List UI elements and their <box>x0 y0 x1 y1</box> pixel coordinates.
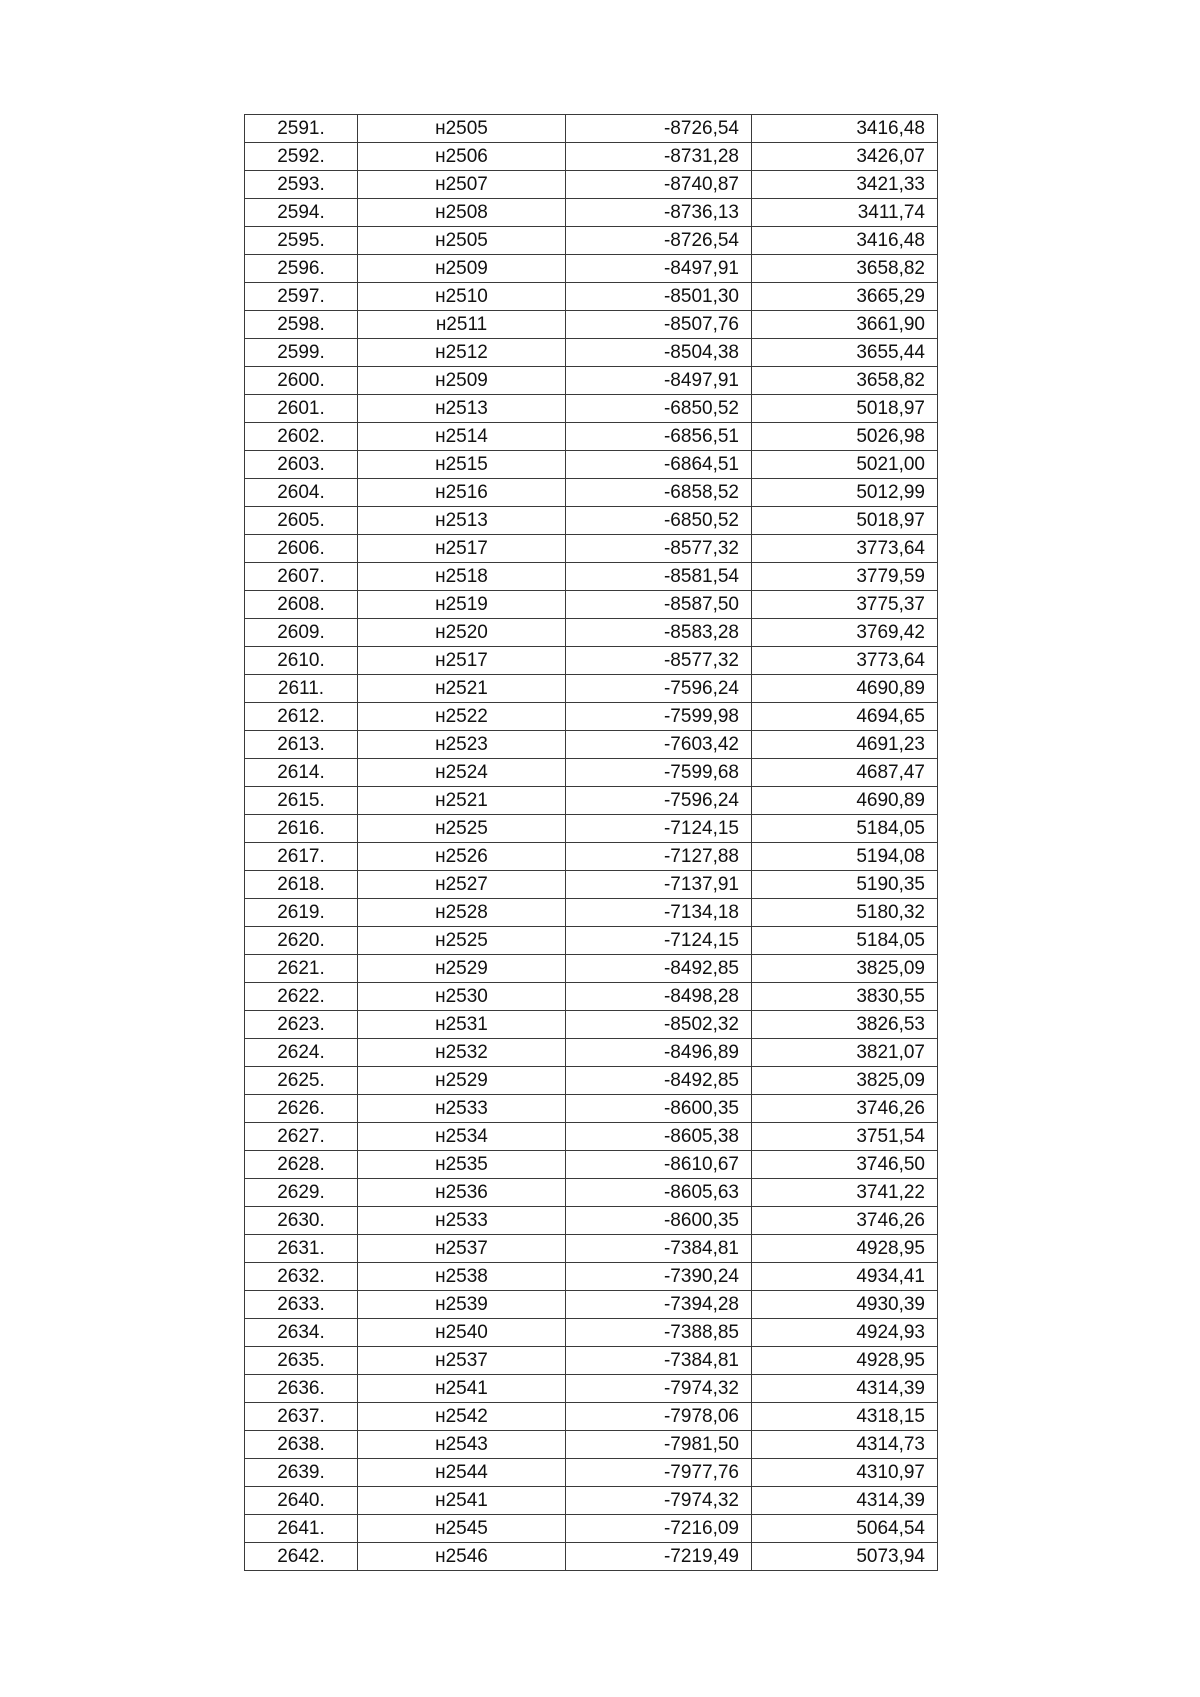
row-number-cell: 2629. <box>245 1179 358 1207</box>
row-number-cell: 2599. <box>245 339 358 367</box>
x-coordinate-cell: -8736,13 <box>566 199 752 227</box>
table-row <box>245 115 938 143</box>
point-id-cell: н2512 <box>358 339 566 367</box>
table-row <box>245 423 938 451</box>
point-id-cell: н2511 <box>358 311 566 339</box>
row-number-cell: 2610. <box>245 647 358 675</box>
table-row <box>245 199 938 227</box>
point-id-cell: н2536 <box>358 1179 566 1207</box>
x-coordinate-cell: -8726,54 <box>566 227 752 255</box>
row-number-cell: 2600. <box>245 367 358 395</box>
point-id-cell: н2506 <box>358 143 566 171</box>
y-coordinate-cell: 3825,09 <box>752 1067 938 1095</box>
table-row <box>245 675 938 703</box>
table-row <box>245 703 938 731</box>
x-coordinate-cell: -7137,91 <box>566 871 752 899</box>
table-row <box>245 283 938 311</box>
y-coordinate-cell: 4928,95 <box>752 1347 938 1375</box>
y-coordinate-cell: 5012,99 <box>752 479 938 507</box>
x-coordinate-cell: -7603,42 <box>566 731 752 759</box>
x-coordinate-cell: -7124,15 <box>566 815 752 843</box>
x-coordinate-cell: -7981,50 <box>566 1431 752 1459</box>
table-row <box>245 339 938 367</box>
row-number-cell: 2622. <box>245 983 358 1011</box>
row-number-cell: 2605. <box>245 507 358 535</box>
row-number-cell: 2642. <box>245 1543 358 1571</box>
y-coordinate-cell: 3773,64 <box>752 535 938 563</box>
point-id-cell: н2513 <box>358 395 566 423</box>
point-id-cell: н2541 <box>358 1375 566 1403</box>
table-row <box>245 171 938 199</box>
y-coordinate-cell: 3746,26 <box>752 1095 938 1123</box>
x-coordinate-cell: -8587,50 <box>566 591 752 619</box>
point-id-cell: н2533 <box>358 1207 566 1235</box>
x-coordinate-cell: -7394,28 <box>566 1291 752 1319</box>
table-row <box>245 1291 938 1319</box>
table-row <box>245 1179 938 1207</box>
table-row <box>245 731 938 759</box>
row-number-cell: 2603. <box>245 451 358 479</box>
point-id-cell: н2541 <box>358 1487 566 1515</box>
y-coordinate-cell: 4314,39 <box>752 1375 938 1403</box>
row-number-cell: 2637. <box>245 1403 358 1431</box>
row-number-cell: 2617. <box>245 843 358 871</box>
point-id-cell: н2510 <box>358 283 566 311</box>
row-number-cell: 2631. <box>245 1235 358 1263</box>
point-id-cell: н2505 <box>358 115 566 143</box>
table-row <box>245 759 938 787</box>
y-coordinate-cell: 4318,15 <box>752 1403 938 1431</box>
row-number-cell: 2628. <box>245 1151 358 1179</box>
table-row <box>245 311 938 339</box>
row-number-cell: 2623. <box>245 1011 358 1039</box>
y-coordinate-cell: 3826,53 <box>752 1011 938 1039</box>
point-id-cell: н2529 <box>358 1067 566 1095</box>
x-coordinate-cell: -7219,49 <box>566 1543 752 1571</box>
table-row <box>245 591 938 619</box>
table-row <box>245 787 938 815</box>
point-id-cell: н2518 <box>358 563 566 591</box>
row-number-cell: 2612. <box>245 703 358 731</box>
table-row <box>245 507 938 535</box>
x-coordinate-cell: -7216,09 <box>566 1515 752 1543</box>
point-id-cell: н2524 <box>358 759 566 787</box>
row-number-cell: 2624. <box>245 1039 358 1067</box>
y-coordinate-cell: 3421,33 <box>752 171 938 199</box>
row-number-cell: 2615. <box>245 787 358 815</box>
y-coordinate-cell: 3665,29 <box>752 283 938 311</box>
point-id-cell: н2522 <box>358 703 566 731</box>
y-coordinate-cell: 3751,54 <box>752 1123 938 1151</box>
row-number-cell: 2593. <box>245 171 358 199</box>
row-number-cell: 2591. <box>245 115 358 143</box>
row-number-cell: 2597. <box>245 283 358 311</box>
point-id-cell: н2542 <box>358 1403 566 1431</box>
y-coordinate-cell: 5184,05 <box>752 815 938 843</box>
point-id-cell: н2505 <box>358 227 566 255</box>
point-id-cell: н2509 <box>358 367 566 395</box>
y-coordinate-cell: 4924,93 <box>752 1319 938 1347</box>
table-row <box>245 227 938 255</box>
point-id-cell: н2521 <box>358 675 566 703</box>
row-number-cell: 2639. <box>245 1459 358 1487</box>
x-coordinate-cell: -8498,28 <box>566 983 752 1011</box>
row-number-cell: 2594. <box>245 199 358 227</box>
table-row <box>245 1487 938 1515</box>
coordinates-table <box>244 114 938 1571</box>
table-row <box>245 927 938 955</box>
table-row <box>245 815 938 843</box>
x-coordinate-cell: -7596,24 <box>566 675 752 703</box>
table-row <box>245 1403 938 1431</box>
y-coordinate-cell: 5018,97 <box>752 395 938 423</box>
row-number-cell: 2626. <box>245 1095 358 1123</box>
y-coordinate-cell: 5180,32 <box>752 899 938 927</box>
row-number-cell: 2616. <box>245 815 358 843</box>
point-id-cell: н2546 <box>358 1543 566 1571</box>
table-row <box>245 1459 938 1487</box>
row-number-cell: 2607. <box>245 563 358 591</box>
row-number-cell: 2627. <box>245 1123 358 1151</box>
y-coordinate-cell: 3741,22 <box>752 1179 938 1207</box>
x-coordinate-cell: -6856,51 <box>566 423 752 451</box>
x-coordinate-cell: -8507,76 <box>566 311 752 339</box>
y-coordinate-cell: 5026,98 <box>752 423 938 451</box>
point-id-cell: н2531 <box>358 1011 566 1039</box>
row-number-cell: 2635. <box>245 1347 358 1375</box>
x-coordinate-cell: -8605,38 <box>566 1123 752 1151</box>
y-coordinate-cell: 4934,41 <box>752 1263 938 1291</box>
y-coordinate-cell: 4687,47 <box>752 759 938 787</box>
row-number-cell: 2640. <box>245 1487 358 1515</box>
y-coordinate-cell: 5064,54 <box>752 1515 938 1543</box>
row-number-cell: 2636. <box>245 1375 358 1403</box>
point-id-cell: н2527 <box>358 871 566 899</box>
table-row <box>245 143 938 171</box>
x-coordinate-cell: -7124,15 <box>566 927 752 955</box>
point-id-cell: н2516 <box>358 479 566 507</box>
x-coordinate-cell: -7974,32 <box>566 1487 752 1515</box>
x-coordinate-cell: -7384,81 <box>566 1347 752 1375</box>
y-coordinate-cell: 4314,39 <box>752 1487 938 1515</box>
row-number-cell: 2608. <box>245 591 358 619</box>
row-number-cell: 2634. <box>245 1319 358 1347</box>
x-coordinate-cell: -6850,52 <box>566 395 752 423</box>
y-coordinate-cell: 3426,07 <box>752 143 938 171</box>
row-number-cell: 2641. <box>245 1515 358 1543</box>
x-coordinate-cell: -8610,67 <box>566 1151 752 1179</box>
point-id-cell: н2526 <box>358 843 566 871</box>
row-number-cell: 2604. <box>245 479 358 507</box>
point-id-cell: н2525 <box>358 815 566 843</box>
y-coordinate-cell: 4690,89 <box>752 787 938 815</box>
table-row <box>245 1207 938 1235</box>
table-row <box>245 1375 938 1403</box>
table-row <box>245 1067 938 1095</box>
x-coordinate-cell: -8740,87 <box>566 171 752 199</box>
x-coordinate-cell: -8492,85 <box>566 1067 752 1095</box>
y-coordinate-cell: 3416,48 <box>752 227 938 255</box>
point-id-cell: н2544 <box>358 1459 566 1487</box>
table-row <box>245 1123 938 1151</box>
table-row <box>245 619 938 647</box>
y-coordinate-cell: 4691,23 <box>752 731 938 759</box>
coordinates-table-body <box>245 115 938 1571</box>
point-id-cell: н2530 <box>358 983 566 1011</box>
x-coordinate-cell: -8497,91 <box>566 367 752 395</box>
table-row <box>245 1235 938 1263</box>
y-coordinate-cell: 5194,08 <box>752 843 938 871</box>
row-number-cell: 2618. <box>245 871 358 899</box>
row-number-cell: 2632. <box>245 1263 358 1291</box>
y-coordinate-cell: 5073,94 <box>752 1543 938 1571</box>
row-number-cell: 2638. <box>245 1431 358 1459</box>
y-coordinate-cell: 4930,39 <box>752 1291 938 1319</box>
point-id-cell: н2543 <box>358 1431 566 1459</box>
table-row <box>245 451 938 479</box>
point-id-cell: н2523 <box>358 731 566 759</box>
x-coordinate-cell: -8577,32 <box>566 535 752 563</box>
x-coordinate-cell: -8577,32 <box>566 647 752 675</box>
point-id-cell: н2517 <box>358 647 566 675</box>
x-coordinate-cell: -7390,24 <box>566 1263 752 1291</box>
row-number-cell: 2602. <box>245 423 358 451</box>
table-row <box>245 647 938 675</box>
row-number-cell: 2611. <box>245 675 358 703</box>
point-id-cell: н2509 <box>358 255 566 283</box>
point-id-cell: н2540 <box>358 1319 566 1347</box>
y-coordinate-cell: 3775,37 <box>752 591 938 619</box>
x-coordinate-cell: -6864,51 <box>566 451 752 479</box>
x-coordinate-cell: -8497,91 <box>566 255 752 283</box>
point-id-cell: н2520 <box>358 619 566 647</box>
x-coordinate-cell: -8492,85 <box>566 955 752 983</box>
row-number-cell: 2592. <box>245 143 358 171</box>
table-row <box>245 479 938 507</box>
table-row <box>245 1039 938 1067</box>
y-coordinate-cell: 3830,55 <box>752 983 938 1011</box>
row-number-cell: 2596. <box>245 255 358 283</box>
x-coordinate-cell: -7599,98 <box>566 703 752 731</box>
y-coordinate-cell: 4314,73 <box>752 1431 938 1459</box>
table-row <box>245 563 938 591</box>
point-id-cell: н2538 <box>358 1263 566 1291</box>
point-id-cell: н2535 <box>358 1151 566 1179</box>
x-coordinate-cell: -8504,38 <box>566 339 752 367</box>
y-coordinate-cell: 3773,64 <box>752 647 938 675</box>
point-id-cell: н2537 <box>358 1235 566 1263</box>
point-id-cell: н2513 <box>358 507 566 535</box>
y-coordinate-cell: 3746,50 <box>752 1151 938 1179</box>
row-number-cell: 2613. <box>245 731 358 759</box>
point-id-cell: н2529 <box>358 955 566 983</box>
row-number-cell: 2609. <box>245 619 358 647</box>
y-coordinate-cell: 5018,97 <box>752 507 938 535</box>
table-row <box>245 1095 938 1123</box>
table-row <box>245 843 938 871</box>
table-row <box>245 1011 938 1039</box>
point-id-cell: н2533 <box>358 1095 566 1123</box>
point-id-cell: н2519 <box>358 591 566 619</box>
y-coordinate-cell: 5190,35 <box>752 871 938 899</box>
x-coordinate-cell: -6858,52 <box>566 479 752 507</box>
y-coordinate-cell: 4310,97 <box>752 1459 938 1487</box>
row-number-cell: 2625. <box>245 1067 358 1095</box>
row-number-cell: 2595. <box>245 227 358 255</box>
x-coordinate-cell: -8583,28 <box>566 619 752 647</box>
y-coordinate-cell: 3661,90 <box>752 311 938 339</box>
x-coordinate-cell: -8600,35 <box>566 1095 752 1123</box>
table-row <box>245 255 938 283</box>
x-coordinate-cell: -8731,28 <box>566 143 752 171</box>
table-row <box>245 1263 938 1291</box>
y-coordinate-cell: 3416,48 <box>752 115 938 143</box>
x-coordinate-cell: -7384,81 <box>566 1235 752 1263</box>
point-id-cell: н2525 <box>358 927 566 955</box>
y-coordinate-cell: 3769,42 <box>752 619 938 647</box>
point-id-cell: н2528 <box>358 899 566 927</box>
row-number-cell: 2601. <box>245 395 358 423</box>
y-coordinate-cell: 3779,59 <box>752 563 938 591</box>
row-number-cell: 2598. <box>245 311 358 339</box>
point-id-cell: н2521 <box>358 787 566 815</box>
table-row <box>245 955 938 983</box>
point-id-cell: н2539 <box>358 1291 566 1319</box>
table-row <box>245 983 938 1011</box>
x-coordinate-cell: -6850,52 <box>566 507 752 535</box>
point-id-cell: н2537 <box>358 1347 566 1375</box>
y-coordinate-cell: 4928,95 <box>752 1235 938 1263</box>
table-row <box>245 367 938 395</box>
x-coordinate-cell: -8581,54 <box>566 563 752 591</box>
y-coordinate-cell: 3411,74 <box>752 199 938 227</box>
row-number-cell: 2606. <box>245 535 358 563</box>
x-coordinate-cell: -7134,18 <box>566 899 752 927</box>
x-coordinate-cell: -7388,85 <box>566 1319 752 1347</box>
table-row <box>245 899 938 927</box>
x-coordinate-cell: -7599,68 <box>566 759 752 787</box>
point-id-cell: н2514 <box>358 423 566 451</box>
point-id-cell: н2517 <box>358 535 566 563</box>
y-coordinate-cell: 3655,44 <box>752 339 938 367</box>
point-id-cell: н2534 <box>358 1123 566 1151</box>
row-number-cell: 2621. <box>245 955 358 983</box>
x-coordinate-cell: -8600,35 <box>566 1207 752 1235</box>
row-number-cell: 2614. <box>245 759 358 787</box>
table-row <box>245 1319 938 1347</box>
y-coordinate-cell: 3746,26 <box>752 1207 938 1235</box>
x-coordinate-cell: -7977,76 <box>566 1459 752 1487</box>
row-number-cell: 2633. <box>245 1291 358 1319</box>
point-id-cell: н2508 <box>358 199 566 227</box>
point-id-cell: н2515 <box>358 451 566 479</box>
point-id-cell: н2532 <box>358 1039 566 1067</box>
y-coordinate-cell: 3658,82 <box>752 367 938 395</box>
x-coordinate-cell: -7978,06 <box>566 1403 752 1431</box>
point-id-cell: н2507 <box>358 171 566 199</box>
table-row <box>245 1431 938 1459</box>
table-row <box>245 1543 938 1571</box>
x-coordinate-cell: -8726,54 <box>566 115 752 143</box>
table-row <box>245 1515 938 1543</box>
row-number-cell: 2630. <box>245 1207 358 1235</box>
point-id-cell: н2545 <box>358 1515 566 1543</box>
x-coordinate-cell: -8501,30 <box>566 283 752 311</box>
table-row <box>245 1151 938 1179</box>
x-coordinate-cell: -7127,88 <box>566 843 752 871</box>
row-number-cell: 2620. <box>245 927 358 955</box>
y-coordinate-cell: 5184,05 <box>752 927 938 955</box>
table-row <box>245 1347 938 1375</box>
y-coordinate-cell: 3821,07 <box>752 1039 938 1067</box>
table-row <box>245 871 938 899</box>
x-coordinate-cell: -8502,32 <box>566 1011 752 1039</box>
x-coordinate-cell: -8496,89 <box>566 1039 752 1067</box>
row-number-cell: 2619. <box>245 899 358 927</box>
y-coordinate-cell: 3825,09 <box>752 955 938 983</box>
x-coordinate-cell: -7596,24 <box>566 787 752 815</box>
x-coordinate-cell: -8605,63 <box>566 1179 752 1207</box>
y-coordinate-cell: 3658,82 <box>752 255 938 283</box>
x-coordinate-cell: -7974,32 <box>566 1375 752 1403</box>
table-row <box>245 395 938 423</box>
y-coordinate-cell: 4694,65 <box>752 703 938 731</box>
table-row <box>245 535 938 563</box>
y-coordinate-cell: 4690,89 <box>752 675 938 703</box>
y-coordinate-cell: 5021,00 <box>752 451 938 479</box>
